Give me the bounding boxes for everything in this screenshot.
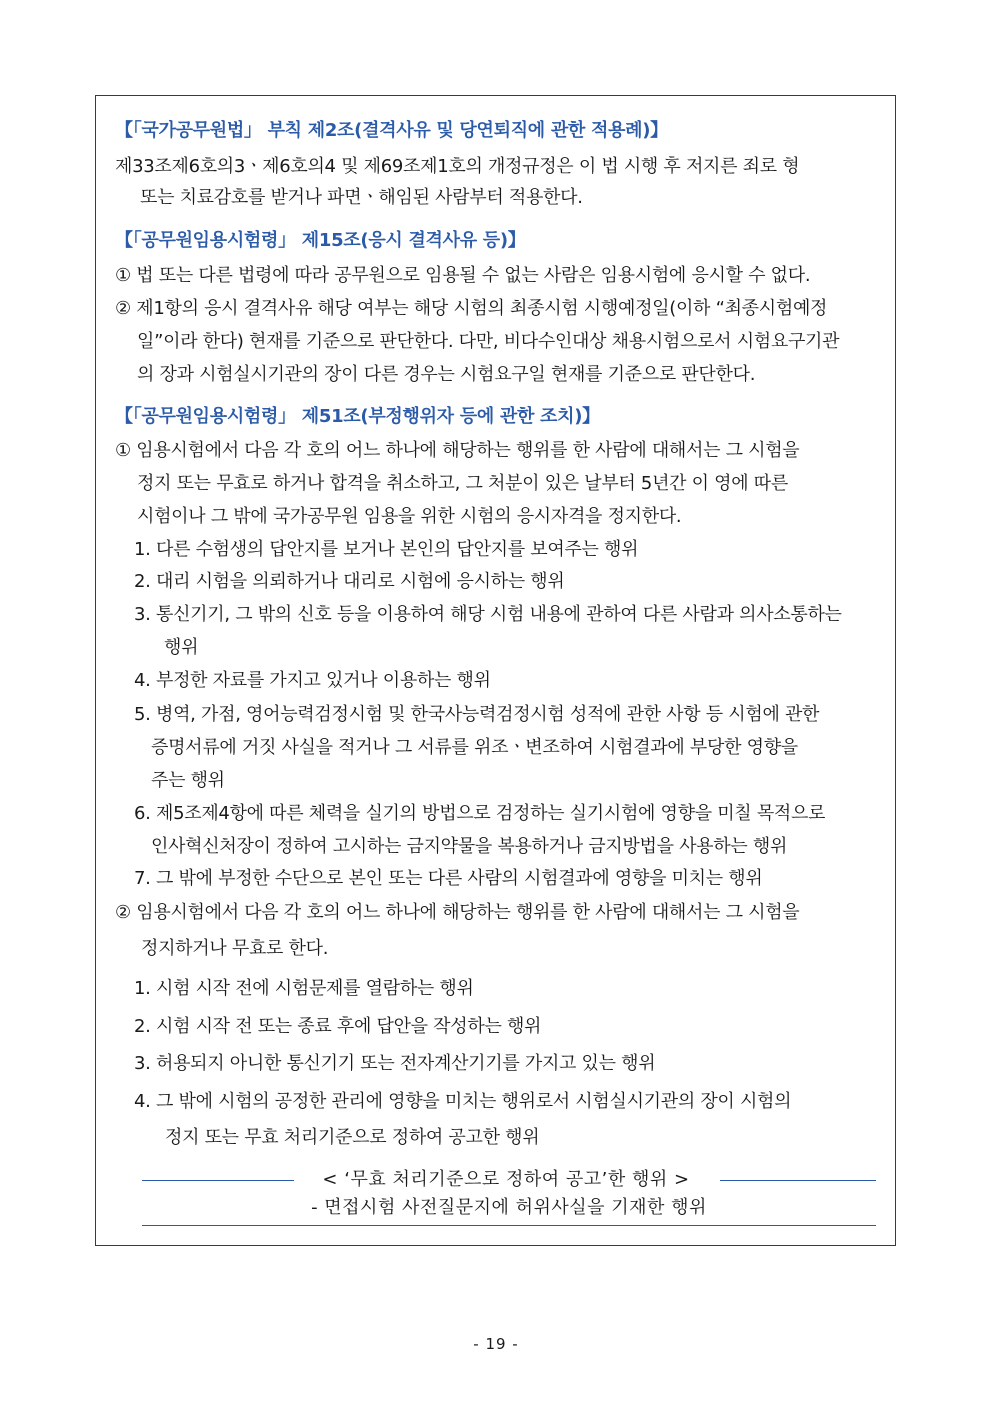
list-item-continuation: 행위 [164, 637, 199, 658]
paragraph-line: 일”이라 한다) 현재를 기준으로 판단한다. 다만, 비다수인대상 채용시험으로서 시험요구기관 [137, 331, 840, 352]
paragraph-line: 정지하거나 무효로 한다. [141, 938, 329, 959]
section-heading-1: 【「국가공무원법」 부칙 제2조(결격사유 및 당연퇴직에 관한 적용례)】 [115, 120, 668, 141]
section-heading-3: 【「공무원임용시험령」 제51조(부정행위자 등에 관한 조치)】 [115, 406, 600, 427]
list-item: 1. 다른 수험생의 답안지를 보거나 본인의 답안지를 보여주는 행위 [134, 539, 639, 560]
paragraph-line: ① 임용시험에서 다음 각 호의 어느 하나에 해당하는 행위를 한 사람에 대해서는 그 시험을 [115, 440, 800, 461]
paragraph-line: 제33조제6호의3ㆍ제6호의4 및 제69조제1호의 개정규정은 이 법 시행 후 저지른 죄로 형 [115, 156, 800, 177]
list-item: 2. 대리 시험을 의뢰하거나 대리로 시험에 응시하는 행위 [134, 571, 565, 592]
list-item: 4. 그 밖에 시험의 공정한 관리에 영향을 미치는 행위로서 시험실시기관의 장이 시험의 [134, 1091, 792, 1112]
list-item-continuation: 인사혁신처장이 정하여 고시하는 금지약물을 복용하거나 금지방법을 사용하는 행위 [151, 836, 788, 857]
note-title: < ‘무효 처리기준으로 정하여 공고’한 행위 > [322, 1169, 690, 1190]
paragraph-line: 정지 또는 무효로 하거나 합격을 취소하고, 그 처분이 있은 날부터 5년간 이 영에 따른 [137, 473, 788, 494]
list-item-continuation: 정지 또는 무효 처리기준으로 정하여 공고한 행위 [165, 1127, 540, 1148]
note-item: - 면접시험 사전질문지에 허위사실을 기재한 행위 [311, 1197, 707, 1218]
list-item: 3. 허용되지 아니한 통신기기 또는 전자계산기기를 가지고 있는 행위 [134, 1053, 656, 1074]
list-item-continuation: 증명서류에 거짓 사실을 적거나 그 서류를 위조ㆍ변조하여 시험결과에 부당한 영향을 [151, 737, 798, 758]
list-item-continuation: 주는 행위 [151, 770, 225, 791]
note-rule-left [142, 1180, 294, 1181]
list-item: 4. 부정한 자료를 가지고 있거나 이용하는 행위 [134, 670, 491, 691]
list-item: 6. 제5조제4항에 따른 체력을 실기의 방법으로 검정하는 실기시험에 영향을 미칠 목적으로 [134, 803, 826, 824]
list-item: 7. 그 밖에 부정한 수단으로 본인 또는 다른 사람의 시험결과에 영향을 미치는 행위 [134, 868, 763, 889]
paragraph-line: ② 제1항의 응시 결격사유 해당 여부는 해당 시험의 최종시험 시행예정일(이하 “최종시험예정 [115, 298, 828, 319]
section-heading-2: 【「공무원임용시험령」 제15조(응시 결격사유 등)】 [115, 230, 526, 251]
list-item: 2. 시험 시작 전 또는 종료 후에 답안을 작성하는 행위 [134, 1016, 542, 1037]
list-item: 1. 시험 시작 전에 시험문제를 열람하는 행위 [134, 978, 474, 999]
list-item: 5. 병역, 가점, 영어능력검정시험 및 한국사능력검정시험 성적에 관한 사항 등 시험에 관한 [134, 704, 820, 725]
paragraph-line: ② 임용시험에서 다음 각 호의 어느 하나에 해당하는 행위를 한 사람에 대해서는 그 시험을 [115, 902, 800, 923]
list-item: 3. 통신기기, 그 밖의 신호 등을 이용하여 해당 시험 내용에 관하여 다른 사람과 의사소통하는 [134, 604, 842, 625]
note-rule-right [720, 1180, 876, 1181]
page-number: - 19 - [473, 1335, 519, 1353]
paragraph-line: 의 장과 시험실시기관의 장이 다른 경우는 시험요구일 현재를 기준으로 판단한다. [137, 364, 756, 385]
paragraph-line: 시험이나 그 밖에 국가공무원 임용을 위한 시험의 응시자격을 정지한다. [137, 506, 682, 527]
note-rule-bottom [142, 1225, 876, 1226]
paragraph-line: 또는 치료감호를 받거나 파면ㆍ해임된 사람부터 적용한다. [140, 187, 583, 208]
paragraph-line: ① 법 또는 다른 법령에 따라 공무원으로 임용될 수 없는 사람은 임용시험에 응시할 수 없다. [115, 265, 811, 286]
